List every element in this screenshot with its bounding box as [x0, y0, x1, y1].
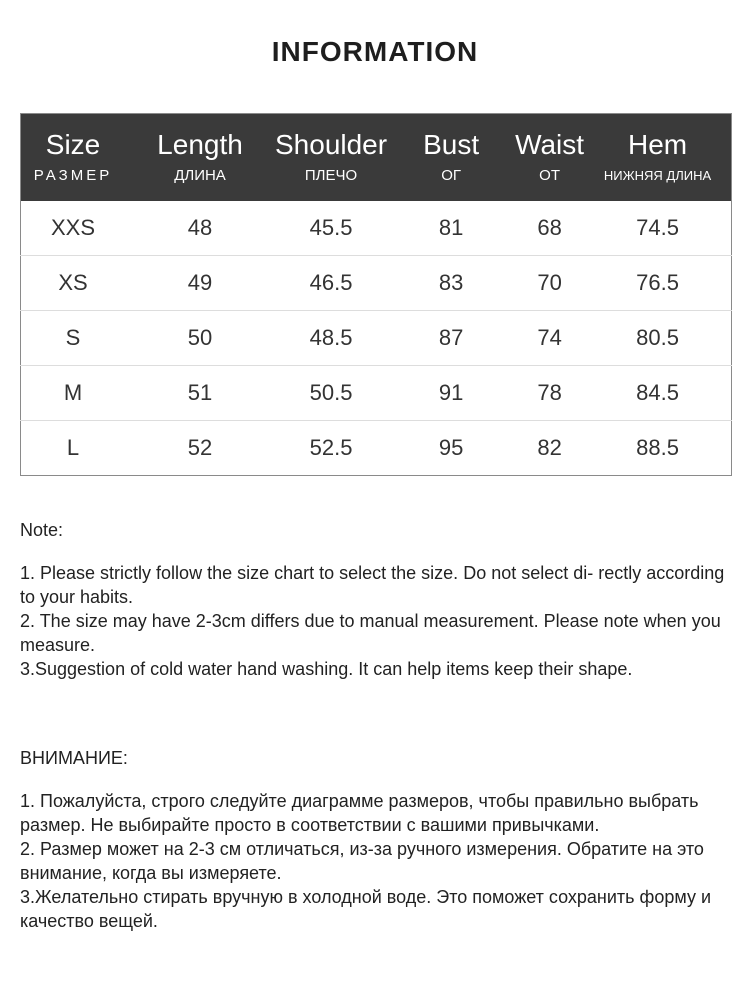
cell-shoulder: 50.5 — [309, 380, 353, 405]
cell-length: 50 — [187, 325, 213, 350]
note-english — [20, 518, 732, 681]
header-waist — [515, 114, 584, 201]
header-size — [21, 114, 126, 201]
header-size-ru: РАЗМЕР — [33, 167, 113, 185]
cell-shoulder: 52.5 — [309, 435, 353, 460]
note-russian — [20, 746, 732, 933]
header-bust-ru: ОГ — [441, 167, 461, 185]
note-item: 3.Желательно стирать вручную в холодной воде. Это поможет сохранить форму и качество вещей. — [20, 887, 712, 931]
cell-hem: 88.5 — [636, 435, 679, 460]
header-bust-en: Bust — [423, 129, 480, 161]
header-hem-ru: НИЖНЯЯ ДЛИНА — [603, 168, 712, 184]
header-length — [125, 114, 275, 201]
cell-waist: 70 — [537, 270, 562, 295]
table-row — [21, 366, 732, 421]
cell-length: 48 — [187, 214, 213, 240]
cell-bust: 95 — [438, 435, 464, 460]
cell-size: L — [66, 435, 80, 460]
header-size-en: Size — [45, 129, 101, 161]
cell-shoulder: 48.5 — [309, 325, 353, 350]
cell-size: XS — [58, 270, 88, 295]
cell-shoulder: 45.5 — [309, 214, 353, 240]
note-item: 2. Размер может на 2-3 см отличаться, из-за ручного измерения. Обратите на это внимание, когда вы измеряете. — [20, 839, 704, 883]
header-length-ru: ДЛИНА — [174, 167, 226, 185]
cell-waist: 82 — [537, 435, 562, 460]
note-heading: Note: — [20, 520, 64, 540]
table-row — [21, 421, 732, 476]
table-row — [21, 201, 732, 256]
cell-waist: 68 — [537, 214, 562, 240]
note-item: 3.Suggestion of cold water hand washing. It can help items keep their shape. — [20, 659, 633, 679]
cell-bust: 83 — [438, 270, 464, 295]
cell-hem: 80.5 — [636, 325, 679, 350]
note-item: 1. Please strictly follow the size chart to select the size. Do not select di- rectly according to your habits. — [20, 563, 725, 607]
cell-bust: 81 — [438, 214, 464, 240]
cell-bust: 87 — [438, 325, 464, 350]
cell-size: S — [65, 325, 81, 350]
cell-hem: 84.5 — [636, 380, 679, 405]
header-shoulder — [275, 114, 387, 201]
note-item: 2. The size may have 2-3cm differs due to manual measurement. Please note when you measure. — [20, 611, 721, 655]
note-heading: ВНИМАНИЕ: — [20, 748, 128, 768]
cell-shoulder: 46.5 — [309, 270, 353, 295]
cell-size: XXS — [50, 214, 96, 240]
header-waist-en: Waist — [515, 129, 585, 161]
cell-waist: 74 — [537, 325, 562, 350]
header-length-en: Length — [157, 129, 243, 161]
table-row — [21, 256, 732, 311]
cell-size: M — [63, 380, 83, 405]
cell-hem: 74.5 — [636, 214, 679, 240]
cell-waist: 78 — [537, 380, 562, 405]
table-row — [21, 311, 732, 366]
header-hem-en: Hem — [627, 129, 688, 161]
cell-length: 52 — [187, 435, 213, 460]
header-shoulder-ru: ПЛЕЧО — [304, 167, 358, 185]
header-shoulder-en: Shoulder — [275, 129, 388, 161]
table-header-row — [21, 114, 732, 201]
cell-length: 49 — [187, 270, 213, 295]
note-item: 1. Пожалуйста, строго следуйте диаграмме размеров, чтобы правильно выбрать размер. Не выбирайте просто в соответствии с вашими привычками. — [20, 791, 699, 835]
cell-length: 51 — [187, 380, 213, 405]
header-hem — [584, 114, 731, 201]
cell-bust: 91 — [438, 380, 464, 405]
page-title: INFORMATION — [271, 36, 479, 67]
header-waist-ru: ОТ — [539, 167, 560, 185]
size-chart-table — [20, 113, 732, 476]
cell-hem: 76.5 — [636, 270, 679, 295]
header-bust — [387, 114, 515, 201]
